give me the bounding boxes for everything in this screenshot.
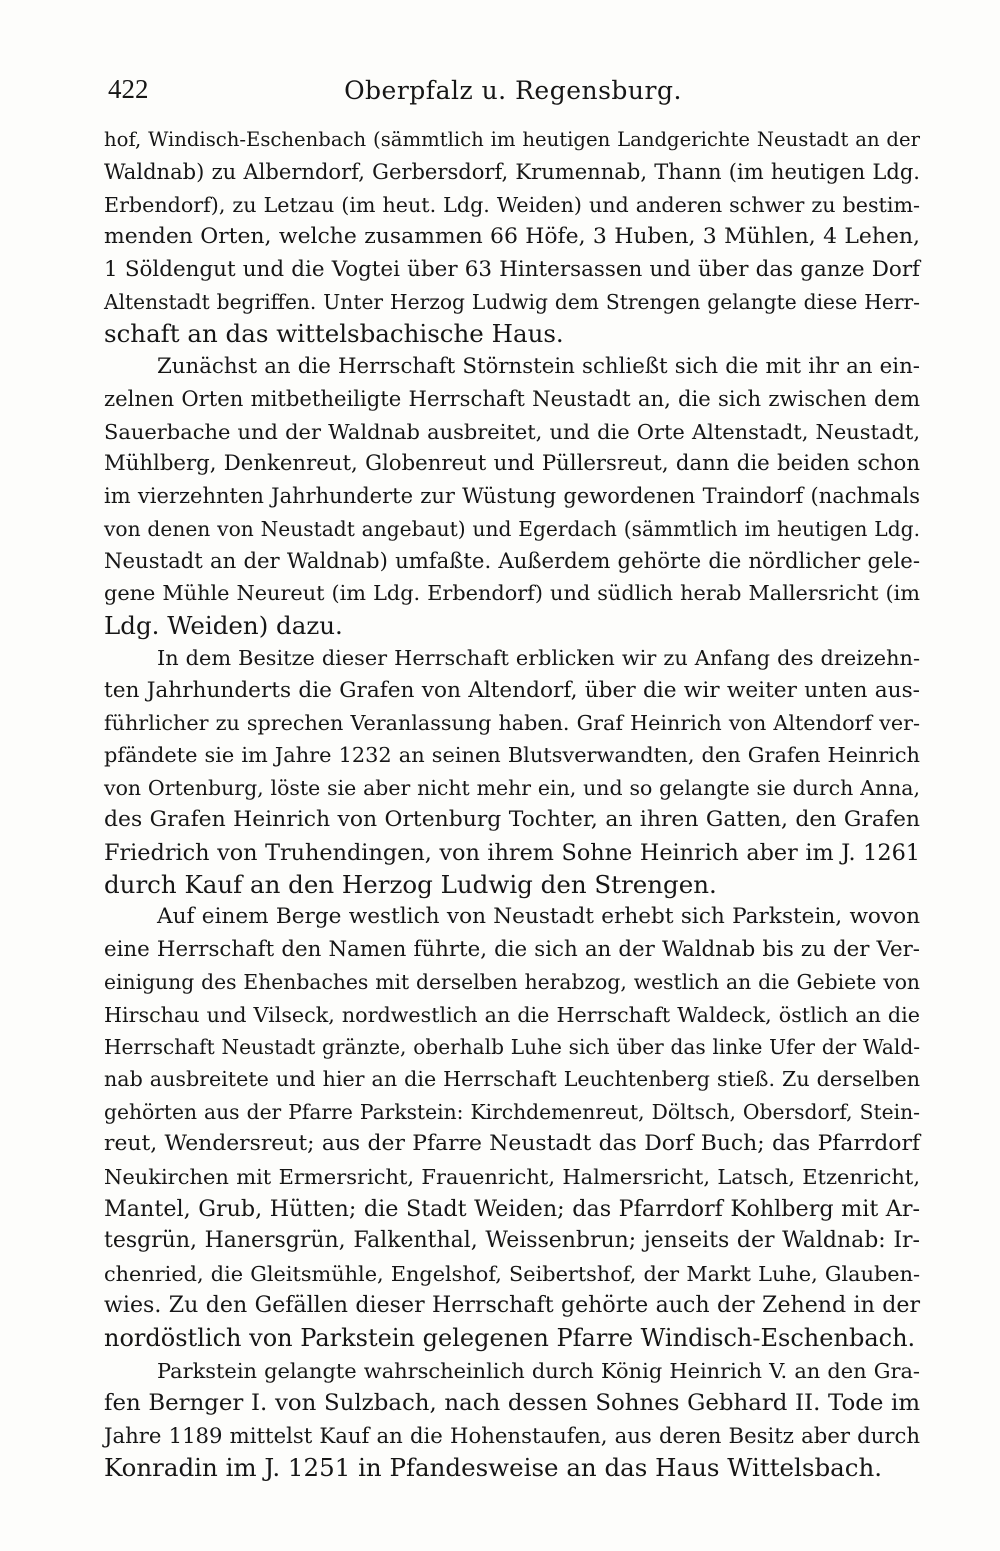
- paragraph: [104, 351, 920, 643]
- text-line: In dem Besitze dieser Herrschaft erblicken wir zu Anfang des dreizehn-: [157, 646, 920, 671]
- text-line: fen Bernger I. von Sulzbach, nach dessen Sohnes Gebhard II. Tode im: [104, 1390, 920, 1417]
- text-line: schaft an das wittelsbachische Haus.: [104, 319, 564, 349]
- body-text: [104, 124, 920, 1484]
- text-line: nab ausbreitete und hier an die Herrschaft Leuchtenberg stieß. Zu derselben: [104, 1067, 920, 1092]
- text-line: Erbendorf), zu Letzau (im heut. Ldg. Weiden) und anderen schwer zu bestim-: [104, 192, 920, 217]
- page-header: [108, 74, 918, 110]
- text-line: führlicher zu sprechen Veranlassung haben. Graf Heinrich von Altendorf ver-: [104, 711, 920, 736]
- text-line: eine Herrschaft den Namen führte, die sich an der Waldnab bis zu der Ver-: [104, 936, 920, 962]
- text-line: Sauerbache und der Waldnab ausbreitet, und die Orte Altenstadt, Neustadt,: [104, 419, 920, 444]
- text-line: von Ortenburg, löste sie aber nicht mehr ein, und so gelangte sie durch Anna,: [104, 775, 920, 800]
- text-line: chenried, die Gleitsmühle, Engelshof, Seibertshof, der Markt Luhe, Glauben-: [104, 1261, 920, 1286]
- text-line: Hirschau und Vilseck, nordwestlich an die Herrschaft Waldeck, östlich an die: [104, 1002, 920, 1027]
- text-line: Neukirchen mit Ermersricht, Frauenricht, Halmersricht, Latsch, Etzenricht,: [104, 1164, 920, 1189]
- text-line: nordöstlich von Parkstein gelegenen Pfarre Windisch-Eschenbach.: [104, 1324, 916, 1353]
- text-line: wies. Zu den Gefällen dieser Herrschaft gehörte auch der Zehend in der: [104, 1293, 920, 1319]
- text-line: Mantel, Grub, Hütten; die Stadt Weiden; das Pfarrdorf Kohlberg mit Ar-: [104, 1195, 920, 1222]
- text-line: durch Kauf an den Herzog Ludwig den Strengen.: [104, 869, 717, 899]
- page-number: 422: [108, 74, 149, 104]
- text-line: tesgrün, Hanersgrün, Falkenthal, Weissenbrun; jenseits der Waldnab: Ir-: [104, 1228, 920, 1254]
- text-line: pfändete sie im Jahre 1232 an seinen Blutsverwandten, den Grafen Heinrich: [104, 743, 920, 768]
- text-line: einigung des Ehenbaches mit derselben herabzog, westlich an die Gebiete von: [104, 970, 920, 995]
- text-line: gene Mühle Neureut (im Ldg. Erbendorf) und südlich herab Mallersricht (im: [104, 581, 920, 606]
- text-line: Auf einem Berge westlich von Neustadt erhebt sich Parkstein, wovon: [157, 904, 920, 930]
- text-line: von denen von Neustadt angebaut) und Egerdach (sämmtlich im heutigen Ldg.: [104, 516, 920, 541]
- text-line: Jahre 1189 mittelst Kauf an die Hohenstaufen, aus deren Besitz aber durch: [104, 1422, 920, 1448]
- paragraph: [104, 124, 920, 351]
- text-line: Konradin im J. 1251 in Pfandesweise an das Haus Wittelsbach.: [104, 1453, 883, 1483]
- running-head: Oberpfalz u. Regensburg.: [344, 76, 682, 105]
- text-line: Neustadt an der Waldnab) umfaßte. Außerdem gehörte die nördlicher gele-: [104, 548, 920, 574]
- text-line: ten Jahrhunderts die Grafen von Altendorf, über die wir weiter unten aus-: [104, 677, 920, 703]
- text-line: gehörten aus der Pfarre Parkstein: Kirchdemenreut, Döltsch, Obersdorf, Stein-: [104, 1099, 920, 1124]
- paragraph: [104, 901, 920, 1354]
- text-line: 1 Söldengut und die Vogtei über 63 Hintersassen und über das ganze Dorf: [104, 256, 920, 282]
- text-line: menden Orten, welche zusammen 66 Höfe, 3 Huben, 3 Mühlen, 4 Lehen,: [104, 224, 920, 250]
- text-line: Altenstadt begriffen. Unter Herzog Ludwig dem Strengen gelangte diese Herr-: [104, 289, 920, 314]
- text-line: hof, Windisch-Eschenbach (sämmtlich im heutigen Landgerichte Neustadt an der: [104, 128, 920, 151]
- text-line: Parkstein gelangte wahrscheinlich durch König Heinrich V. an den Gra-: [157, 1358, 920, 1383]
- text-line: Mühlberg, Denkenreut, Globenreut und Püllersreut, dann die beiden schon: [104, 450, 920, 476]
- text-line: Ldg. Weiden) dazu.: [104, 610, 343, 640]
- text-line: zelnen Orten mitbetheiligte Herrschaft Neustadt an, die sich zwischen dem: [104, 386, 920, 412]
- text-line: im vierzehnten Jahrhunderte zur Wüstung gewordenen Traindorf (nachmals: [104, 484, 920, 509]
- text-line: reut, Wendersreut; aus der Pfarre Neustadt das Dorf Buch; das Pfarrdorf: [104, 1131, 920, 1157]
- text-line: Friedrich von Truhendingen, von ihrem Sohne Heinrich aber im J. 1261: [104, 839, 920, 866]
- text-line: Waldnab) zu Alberndorf, Gerbersdorf, Krumennab, Thann (im heutigen Ldg.: [104, 159, 920, 185]
- paragraph: [104, 642, 920, 901]
- text-line: Herrschaft Neustadt gränzte, oberhalb Luhe sich über das linke Ufer der Wald-: [104, 1034, 920, 1059]
- paragraph: [104, 1355, 920, 1485]
- text-line: des Grafen Heinrich von Ortenburg Tochter, an ihren Gatten, den Grafen: [104, 807, 920, 833]
- text-line: Zunächst an die Herrschaft Störnstein schließt sich die mit ihr an ein-: [157, 353, 920, 379]
